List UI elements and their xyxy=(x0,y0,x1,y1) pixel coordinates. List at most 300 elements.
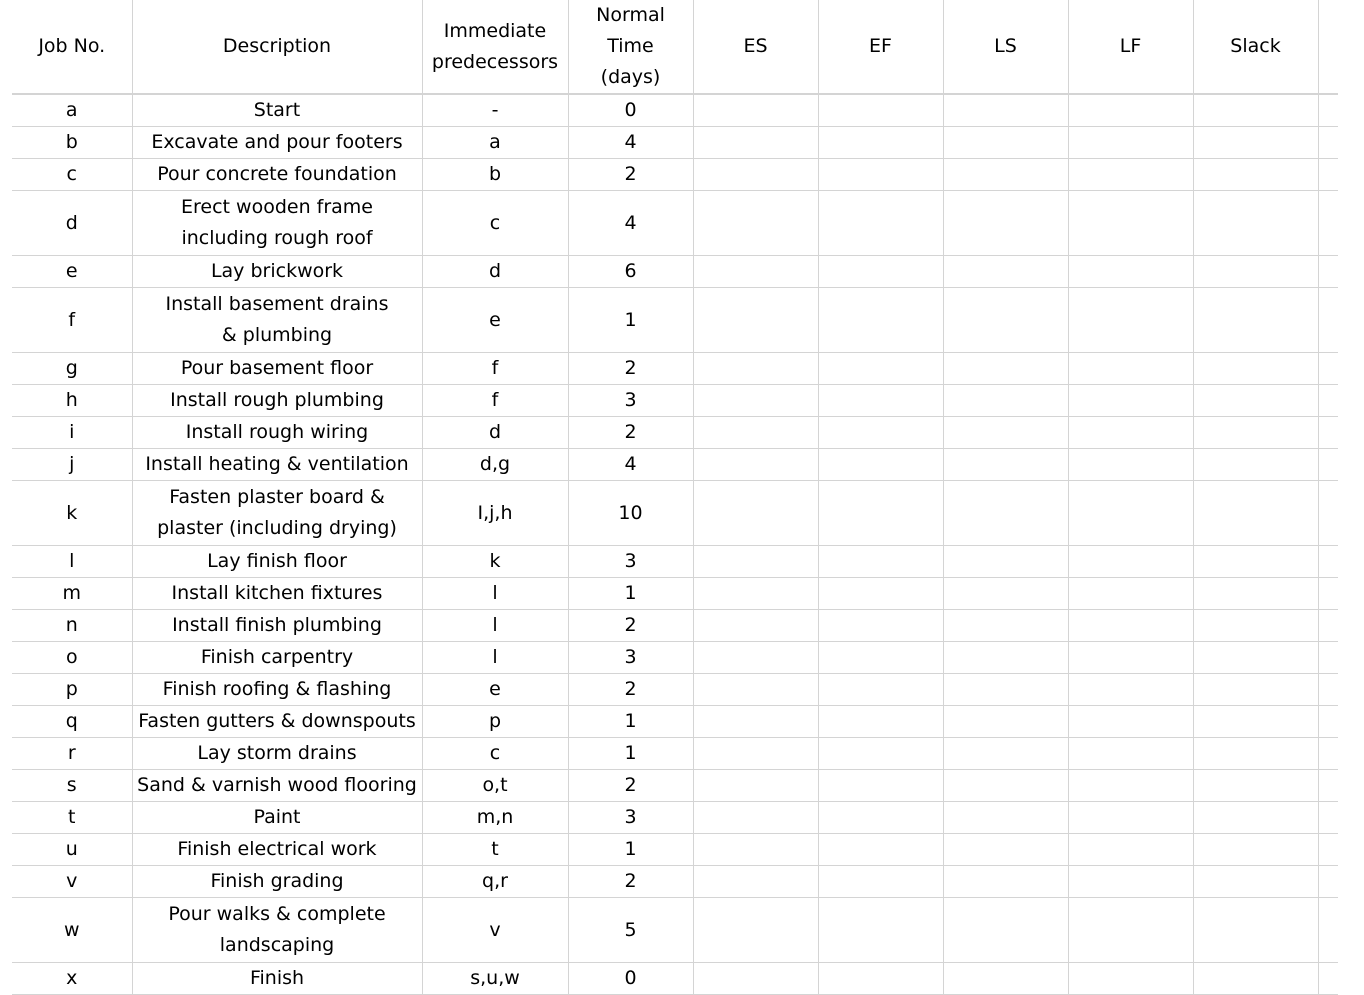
ls-cell[interactable] xyxy=(943,898,1068,963)
table-row xyxy=(12,94,1338,127)
extra-cell[interactable] xyxy=(1318,385,1338,417)
ls-cell[interactable] xyxy=(943,159,1068,191)
es-cell[interactable] xyxy=(693,802,818,834)
normal-time-cell[interactable] xyxy=(568,610,693,642)
description-text: Install heating & ventilation xyxy=(145,453,409,475)
ls-cell[interactable] xyxy=(943,834,1068,866)
predecessors-cell[interactable] xyxy=(422,802,568,834)
job-no-cell[interactable] xyxy=(12,898,132,963)
es-cell[interactable] xyxy=(693,738,818,770)
predecessors-text: l xyxy=(492,646,498,668)
lf-cell[interactable] xyxy=(1068,834,1193,866)
extra-cell[interactable] xyxy=(1318,256,1338,288)
header-extra-cell[interactable] xyxy=(1318,0,1338,94)
description-cell[interactable] xyxy=(132,159,422,191)
normal-time-cell[interactable] xyxy=(568,674,693,706)
lf-cell[interactable] xyxy=(1068,578,1193,610)
slack-cell[interactable] xyxy=(1193,802,1318,834)
predecessors-cell[interactable] xyxy=(422,770,568,802)
ls-cell[interactable] xyxy=(943,578,1068,610)
lf-cell[interactable] xyxy=(1068,191,1193,256)
normal-time-cell[interactable] xyxy=(568,385,693,417)
job-no-text: w xyxy=(63,918,80,941)
slack-cell[interactable] xyxy=(1193,642,1318,674)
ls-cell[interactable] xyxy=(943,94,1068,127)
es-cell[interactable] xyxy=(693,866,818,898)
description-cell[interactable] xyxy=(132,288,422,353)
slack-cell[interactable] xyxy=(1193,578,1318,610)
normal-time-cell[interactable] xyxy=(568,738,693,770)
ef-cell[interactable] xyxy=(818,738,943,770)
header-es[interactable]: ES xyxy=(693,0,818,94)
table-row xyxy=(12,706,1338,738)
description-text: Lay storm drains xyxy=(197,742,357,764)
ls-cell[interactable] xyxy=(943,191,1068,256)
job-no-cell[interactable] xyxy=(12,288,132,353)
extra-cell[interactable] xyxy=(1318,770,1338,802)
predecessors-text: v xyxy=(489,918,501,941)
table-row xyxy=(12,159,1338,191)
ef-cell[interactable] xyxy=(818,449,943,481)
normal-time-cell[interactable] xyxy=(568,94,693,127)
es-cell[interactable] xyxy=(693,770,818,802)
description-cell[interactable] xyxy=(132,578,422,610)
lf-cell[interactable] xyxy=(1068,449,1193,481)
lf-cell[interactable] xyxy=(1068,417,1193,449)
normal-time-cell[interactable] xyxy=(568,449,693,481)
ef-cell[interactable] xyxy=(818,546,943,578)
ef-cell[interactable] xyxy=(818,770,943,802)
job-no-cell[interactable] xyxy=(12,802,132,834)
slack-cell[interactable] xyxy=(1193,770,1318,802)
normal-time-cell[interactable] xyxy=(568,127,693,159)
predecessors-cell[interactable] xyxy=(422,898,568,963)
es-cell[interactable] xyxy=(693,898,818,963)
normal-time-cell[interactable] xyxy=(568,898,693,963)
predecessors-text: l xyxy=(492,582,498,604)
ls-cell[interactable] xyxy=(943,256,1068,288)
table-row xyxy=(12,256,1338,288)
job-no-cell[interactable] xyxy=(12,449,132,481)
job-no-cell[interactable] xyxy=(12,706,132,738)
lf-cell[interactable] xyxy=(1068,802,1193,834)
normal-time-text: 4 xyxy=(624,211,637,234)
description-cell[interactable] xyxy=(132,481,422,546)
lf-cell[interactable] xyxy=(1068,288,1193,353)
extra-cell[interactable] xyxy=(1318,963,1338,995)
ef-cell[interactable] xyxy=(818,963,943,995)
lf-cell[interactable] xyxy=(1068,674,1193,706)
description-cell[interactable] xyxy=(132,642,422,674)
es-cell[interactable] xyxy=(693,353,818,385)
description-cell[interactable] xyxy=(132,770,422,802)
ef-cell[interactable] xyxy=(818,481,943,546)
ls-cell[interactable] xyxy=(943,738,1068,770)
job-no-cell[interactable] xyxy=(12,770,132,802)
predecessors-text: f xyxy=(491,389,499,411)
normal-time-cell[interactable] xyxy=(568,417,693,449)
ef-cell[interactable] xyxy=(818,866,943,898)
lf-cell[interactable] xyxy=(1068,385,1193,417)
es-cell[interactable] xyxy=(693,642,818,674)
predecessors-cell[interactable] xyxy=(422,94,568,127)
job-no-text: j xyxy=(69,453,75,475)
ef-cell[interactable] xyxy=(818,610,943,642)
predecessors-cell[interactable] xyxy=(422,417,568,449)
predecessors-cell[interactable] xyxy=(422,256,568,288)
header-ls[interactable]: LS xyxy=(943,0,1068,94)
description-text: Finish carpentry xyxy=(200,646,354,668)
es-cell[interactable] xyxy=(693,481,818,546)
ef-cell[interactable] xyxy=(818,385,943,417)
normal-time-text: 1 xyxy=(624,582,637,604)
es-cell[interactable] xyxy=(693,288,818,353)
job-no-cell[interactable] xyxy=(12,578,132,610)
extra-cell[interactable] xyxy=(1318,127,1338,159)
job-no-text: a xyxy=(65,99,78,121)
predecessors-text: m,n xyxy=(476,806,514,828)
ef-cell[interactable] xyxy=(818,288,943,353)
description-text: Excavate and pour footers xyxy=(151,131,403,153)
es-cell[interactable] xyxy=(693,706,818,738)
job-no-cell[interactable] xyxy=(12,642,132,674)
lf-cell[interactable] xyxy=(1068,963,1193,995)
description-text: Lay brickwork xyxy=(210,260,344,282)
job-no-cell[interactable] xyxy=(12,127,132,159)
normal-time-text: 2 xyxy=(624,421,637,443)
normal-time-text: 2 xyxy=(624,163,637,185)
job-no-cell[interactable] xyxy=(12,353,132,385)
es-cell[interactable] xyxy=(693,610,818,642)
es-cell[interactable] xyxy=(693,963,818,995)
job-no-cell[interactable] xyxy=(12,674,132,706)
slack-cell[interactable] xyxy=(1193,353,1318,385)
extra-cell[interactable] xyxy=(1318,417,1338,449)
extra-cell[interactable] xyxy=(1318,94,1338,127)
normal-time-text: 4 xyxy=(624,453,637,475)
predecessors-text: d xyxy=(488,260,502,282)
description-cell[interactable] xyxy=(132,610,422,642)
description-cell[interactable] xyxy=(132,449,422,481)
description-cell[interactable] xyxy=(132,674,422,706)
slack-cell[interactable] xyxy=(1193,738,1318,770)
ls-cell[interactable] xyxy=(943,127,1068,159)
extra-cell[interactable] xyxy=(1318,866,1338,898)
es-cell[interactable] xyxy=(693,256,818,288)
lf-cell[interactable] xyxy=(1068,898,1193,963)
description-cell[interactable] xyxy=(132,417,422,449)
ef-cell[interactable] xyxy=(818,417,943,449)
lf-cell[interactable] xyxy=(1068,256,1193,288)
header-ef[interactable]: EF xyxy=(818,0,943,94)
extra-cell[interactable] xyxy=(1318,546,1338,578)
slack-cell[interactable] xyxy=(1193,417,1318,449)
predecessors-cell[interactable] xyxy=(422,159,568,191)
ef-cell[interactable] xyxy=(818,127,943,159)
job-no-cell[interactable] xyxy=(12,417,132,449)
lf-cell[interactable] xyxy=(1068,610,1193,642)
slack-cell[interactable] xyxy=(1193,385,1318,417)
lf-cell[interactable] xyxy=(1068,770,1193,802)
job-no-cell[interactable] xyxy=(12,481,132,546)
predecessors-cell[interactable] xyxy=(422,449,568,481)
normal-time-cell[interactable] xyxy=(568,802,693,834)
predecessors-text: c xyxy=(489,742,501,764)
slack-cell[interactable] xyxy=(1193,127,1318,159)
normal-time-cell[interactable] xyxy=(568,578,693,610)
slack-cell[interactable] xyxy=(1193,256,1318,288)
description-cell[interactable] xyxy=(132,963,422,995)
es-cell[interactable] xyxy=(693,674,818,706)
normal-time-cell[interactable] xyxy=(568,546,693,578)
predecessors-cell[interactable] xyxy=(422,834,568,866)
job-no-text: c xyxy=(66,163,77,185)
es-cell[interactable] xyxy=(693,385,818,417)
job-no-cell[interactable] xyxy=(12,94,132,127)
normal-time-cell[interactable] xyxy=(568,834,693,866)
lf-cell[interactable] xyxy=(1068,866,1193,898)
predecessors-cell[interactable] xyxy=(422,191,568,256)
extra-cell[interactable] xyxy=(1318,706,1338,738)
ls-cell[interactable] xyxy=(943,385,1068,417)
es-cell[interactable] xyxy=(693,546,818,578)
job-no-cell[interactable] xyxy=(12,191,132,256)
lf-cell[interactable] xyxy=(1068,642,1193,674)
slack-cell[interactable] xyxy=(1193,963,1318,995)
slack-cell[interactable] xyxy=(1193,94,1318,127)
lf-cell[interactable] xyxy=(1068,546,1193,578)
extra-cell[interactable] xyxy=(1318,159,1338,191)
predecessors-cell[interactable] xyxy=(422,385,568,417)
es-cell[interactable] xyxy=(693,94,818,127)
job-no-cell[interactable] xyxy=(12,159,132,191)
job-no-cell[interactable] xyxy=(12,834,132,866)
description-text: Sand & varnish wood flooring xyxy=(137,774,417,796)
ef-cell[interactable] xyxy=(818,94,943,127)
normal-time-cell[interactable] xyxy=(568,866,693,898)
slack-cell[interactable] xyxy=(1193,288,1318,353)
predecessors-cell[interactable] xyxy=(422,706,568,738)
header-normal-time[interactable]: Normal Time (days) xyxy=(568,0,693,94)
job-no-cell[interactable] xyxy=(12,385,132,417)
job-no-text: i xyxy=(69,421,75,443)
normal-time-cell[interactable] xyxy=(568,353,693,385)
normal-time-cell[interactable] xyxy=(568,481,693,546)
description-text: Fasten gutters & downspouts xyxy=(138,710,416,732)
description-cell[interactable] xyxy=(132,353,422,385)
es-cell[interactable] xyxy=(693,578,818,610)
normal-time-text: 1 xyxy=(624,838,637,860)
predecessors-cell[interactable] xyxy=(422,353,568,385)
ls-cell[interactable] xyxy=(943,642,1068,674)
slack-cell[interactable] xyxy=(1193,610,1318,642)
table-row xyxy=(12,610,1338,642)
ls-cell[interactable] xyxy=(943,546,1068,578)
description-cell[interactable] xyxy=(132,738,422,770)
description-text: Start xyxy=(253,99,301,121)
lf-cell[interactable] xyxy=(1068,738,1193,770)
description-cell[interactable] xyxy=(132,385,422,417)
normal-time-cell[interactable] xyxy=(568,963,693,995)
description-text: Install finish plumbing xyxy=(172,614,382,636)
ls-cell[interactable] xyxy=(943,866,1068,898)
description-text: Pour concrete foundation xyxy=(157,163,397,185)
slack-cell[interactable] xyxy=(1193,449,1318,481)
ls-cell[interactable] xyxy=(943,481,1068,546)
ef-cell[interactable] xyxy=(818,159,943,191)
predecessors-cell[interactable] xyxy=(422,127,568,159)
ls-cell[interactable] xyxy=(943,288,1068,353)
header-slack[interactable]: Slack xyxy=(1193,0,1318,94)
extra-cell[interactable] xyxy=(1318,191,1338,256)
description-cell[interactable] xyxy=(132,256,422,288)
extra-cell[interactable] xyxy=(1318,834,1338,866)
extra-cell[interactable] xyxy=(1318,642,1338,674)
slack-cell[interactable] xyxy=(1193,834,1318,866)
ef-cell[interactable] xyxy=(818,898,943,963)
job-no-cell[interactable] xyxy=(12,546,132,578)
predecessors-cell[interactable] xyxy=(422,578,568,610)
table-row xyxy=(12,642,1338,674)
predecessors-cell[interactable] xyxy=(422,546,568,578)
slack-cell[interactable] xyxy=(1193,898,1318,963)
description-cell[interactable] xyxy=(132,706,422,738)
extra-cell[interactable] xyxy=(1318,449,1338,481)
es-cell[interactable] xyxy=(693,417,818,449)
predecessors-cell[interactable] xyxy=(422,674,568,706)
ls-cell[interactable] xyxy=(943,802,1068,834)
job-no-text: h xyxy=(65,389,78,411)
header-description[interactable]: Description xyxy=(132,0,422,94)
normal-time-cell[interactable] xyxy=(568,256,693,288)
lf-cell[interactable] xyxy=(1068,159,1193,191)
normal-time-cell[interactable] xyxy=(568,770,693,802)
ls-cell[interactable] xyxy=(943,706,1068,738)
normal-time-cell[interactable] xyxy=(568,706,693,738)
normal-time-cell[interactable] xyxy=(568,159,693,191)
lf-cell[interactable] xyxy=(1068,94,1193,127)
predecessors-cell[interactable] xyxy=(422,642,568,674)
es-cell[interactable] xyxy=(693,449,818,481)
ls-cell[interactable] xyxy=(943,353,1068,385)
normal-time-cell[interactable] xyxy=(568,191,693,256)
description-cell[interactable] xyxy=(132,802,422,834)
job-no-cell[interactable] xyxy=(12,963,132,995)
extra-cell[interactable] xyxy=(1318,898,1338,963)
extra-cell[interactable] xyxy=(1318,610,1338,642)
slack-cell[interactable] xyxy=(1193,706,1318,738)
predecessors-text: c xyxy=(489,211,501,234)
es-cell[interactable] xyxy=(693,127,818,159)
es-cell[interactable] xyxy=(693,159,818,191)
description-cell[interactable] xyxy=(132,546,422,578)
predecessors-text: q,r xyxy=(482,870,508,892)
predecessors-cell[interactable] xyxy=(422,963,568,995)
extra-cell[interactable] xyxy=(1318,288,1338,353)
lf-cell[interactable] xyxy=(1068,706,1193,738)
ls-cell[interactable] xyxy=(943,417,1068,449)
extra-cell[interactable] xyxy=(1318,353,1338,385)
predecessors-cell[interactable] xyxy=(422,610,568,642)
predecessors-text: k xyxy=(489,550,501,572)
ef-cell[interactable] xyxy=(818,353,943,385)
slack-cell[interactable] xyxy=(1193,866,1318,898)
description-text: Fasten plaster board & plaster (including drying) xyxy=(157,486,397,539)
ef-cell[interactable] xyxy=(818,642,943,674)
predecessors-cell[interactable] xyxy=(422,288,568,353)
description-text: Finish grading xyxy=(210,870,344,892)
job-no-text: f xyxy=(68,308,76,331)
table-row xyxy=(12,834,1338,866)
description-cell[interactable] xyxy=(132,127,422,159)
ls-cell[interactable] xyxy=(943,674,1068,706)
description-cell[interactable] xyxy=(132,94,422,127)
extra-cell[interactable] xyxy=(1318,481,1338,546)
extra-cell[interactable] xyxy=(1318,738,1338,770)
job-no-text: x xyxy=(66,967,78,989)
description-cell[interactable] xyxy=(132,191,422,256)
ef-cell[interactable] xyxy=(818,191,943,256)
slack-cell[interactable] xyxy=(1193,191,1318,256)
description-cell[interactable] xyxy=(132,834,422,866)
job-no-cell[interactable] xyxy=(12,610,132,642)
extra-cell[interactable] xyxy=(1318,674,1338,706)
job-no-text: r xyxy=(67,742,76,764)
slack-cell[interactable] xyxy=(1193,546,1318,578)
ef-cell[interactable] xyxy=(818,706,943,738)
description-cell[interactable] xyxy=(132,898,422,963)
lf-cell[interactable] xyxy=(1068,353,1193,385)
ls-cell[interactable] xyxy=(943,963,1068,995)
predecessors-cell[interactable] xyxy=(422,738,568,770)
es-cell[interactable] xyxy=(693,834,818,866)
description-cell[interactable] xyxy=(132,866,422,898)
ef-cell[interactable] xyxy=(818,578,943,610)
header-lf[interactable]: LF xyxy=(1068,0,1193,94)
predecessors-cell[interactable] xyxy=(422,481,568,546)
es-cell[interactable] xyxy=(693,191,818,256)
ls-cell[interactable] xyxy=(943,449,1068,481)
extra-cell[interactable] xyxy=(1318,578,1338,610)
normal-time-text: 3 xyxy=(624,550,637,572)
header-predecessors[interactable]: Immediate predecessors xyxy=(422,0,568,94)
job-no-text: u xyxy=(65,838,78,860)
ef-cell[interactable] xyxy=(818,834,943,866)
ls-cell[interactable] xyxy=(943,610,1068,642)
predecessors-cell[interactable] xyxy=(422,866,568,898)
normal-time-cell[interactable] xyxy=(568,642,693,674)
normal-time-cell[interactable] xyxy=(568,288,693,353)
job-no-cell[interactable] xyxy=(12,256,132,288)
job-no-cell[interactable] xyxy=(12,738,132,770)
ls-cell[interactable] xyxy=(943,770,1068,802)
extra-cell[interactable] xyxy=(1318,802,1338,834)
slack-cell[interactable] xyxy=(1193,159,1318,191)
lf-cell[interactable] xyxy=(1068,481,1193,546)
project-schedule-table xyxy=(12,0,1338,995)
slack-cell[interactable] xyxy=(1193,481,1318,546)
lf-cell[interactable] xyxy=(1068,127,1193,159)
description-text: Pour basement floor xyxy=(180,357,374,379)
slack-cell[interactable] xyxy=(1193,674,1318,706)
predecessors-text: s,u,w xyxy=(470,967,520,989)
ef-cell[interactable] xyxy=(818,802,943,834)
job-no-text: g xyxy=(65,357,78,379)
ef-cell[interactable] xyxy=(818,256,943,288)
ef-cell[interactable] xyxy=(818,674,943,706)
header-job-no[interactable]: Job No. xyxy=(12,0,132,94)
job-no-cell[interactable] xyxy=(12,866,132,898)
